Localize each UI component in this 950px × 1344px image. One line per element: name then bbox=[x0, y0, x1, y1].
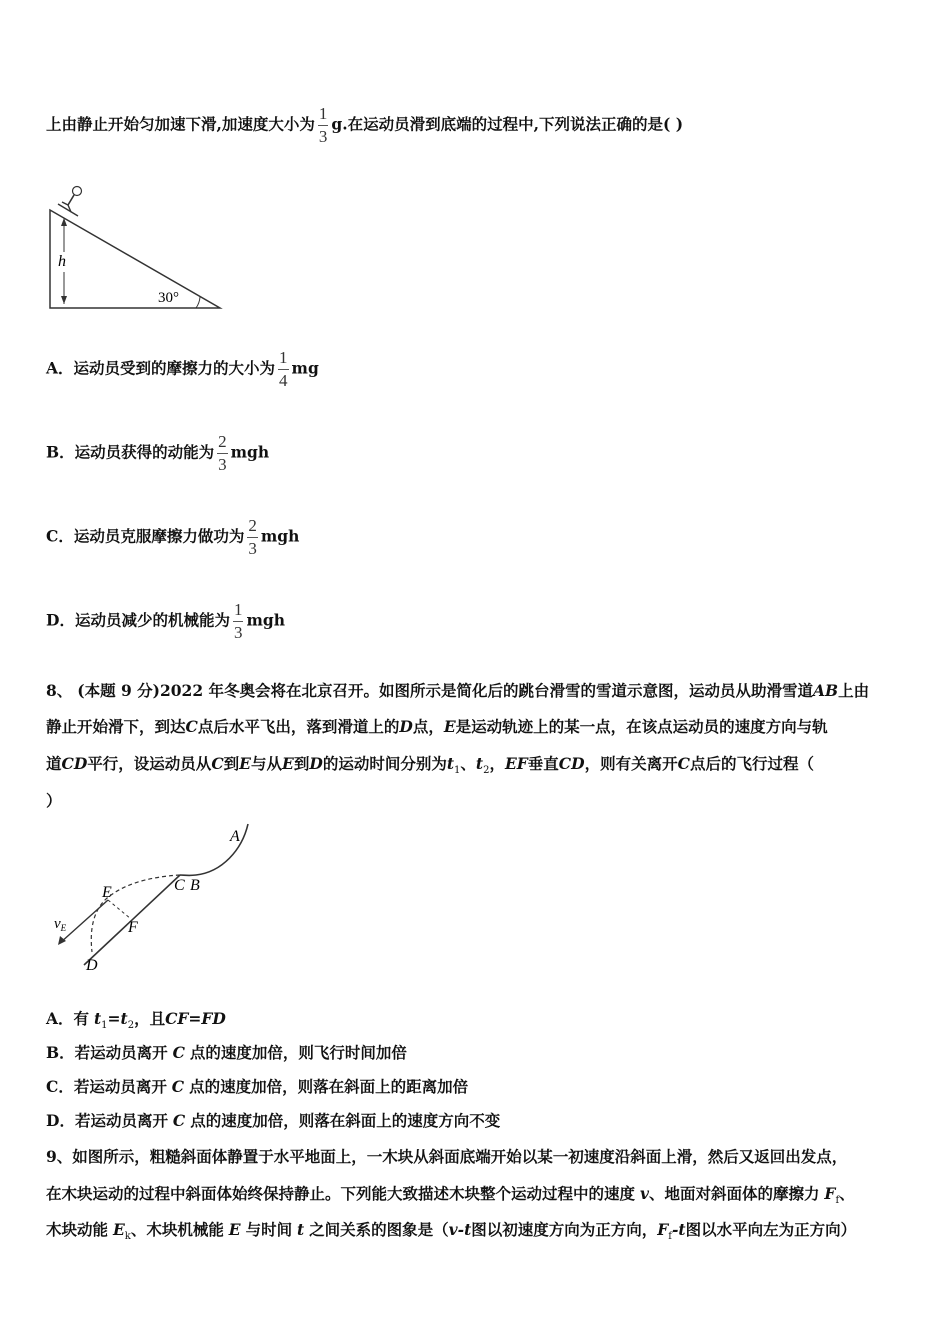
q8-option-a: A．有 $t_1=t_2$，且CF=FD bbox=[46, 1009, 226, 1032]
label-a: A bbox=[230, 828, 240, 845]
incline-triangle bbox=[50, 210, 220, 308]
skier-icon bbox=[58, 187, 82, 217]
q8-option-c: C．若运动员离开 C 点的速度加倍，则落在斜面上的距离加倍 bbox=[46, 1077, 469, 1096]
label-d: D bbox=[86, 957, 98, 974]
ef-segment bbox=[108, 900, 131, 919]
q8-stem-line-1: 8、 (本题 9 分)2022 年冬奥会将在北京召开。如图所示是简化后的跳台滑雪的雪道示意图，运动员从助滑雪道AB上由 bbox=[46, 681, 870, 700]
q7-option-c: C．运动员克服摩擦力做功为 $\frac{2}{3}$ mgh bbox=[46, 516, 300, 558]
label-b: B bbox=[190, 877, 200, 894]
angle-label: 30° bbox=[158, 290, 179, 306]
label-f: F bbox=[128, 919, 138, 936]
q7-incline-figure bbox=[40, 180, 230, 315]
q7-option-a: A．运动员受到的摩擦力的大小为 $\frac{1}{4}$ mg bbox=[46, 348, 319, 390]
q7-option-d: D．运动员减少的机械能为 $\frac{1}{3}$ mgh bbox=[46, 600, 285, 642]
label-c: C bbox=[174, 877, 185, 894]
q9-stem-line-3: 木块动能 $E_k$、木块机械能 E 与时间 t 之间关系的图象是（v-t图以初速度方向为正方向，$F_f-t$图以水平向左为正方向） bbox=[46, 1220, 857, 1243]
q7-option-b: B．运动员获得的动能为 $\frac{2}{3}$ mgh bbox=[46, 432, 270, 474]
q8-option-b: B．若运动员离开 C 点的速度加倍，则飞行时间加倍 bbox=[46, 1043, 407, 1062]
velocity-arrowhead bbox=[58, 936, 66, 945]
q7-stem bbox=[46, 104, 683, 147]
label-ve: $v_E$ bbox=[54, 916, 67, 933]
q9-stem-line-2: 在木块运动的过程中斜面体始终保持静止。下列能大致描述木块整个运动过程中的速度 v、地面对斜面体的摩擦力 $F_f$、 bbox=[46, 1184, 855, 1207]
label-e: E bbox=[102, 884, 112, 901]
velocity-arrow bbox=[60, 900, 108, 943]
q7-stem-after: g.在运动员滑到底端的过程中,下列说法正确的是( ) bbox=[331, 114, 684, 134]
q8-ski-jump-figure bbox=[46, 820, 261, 978]
q7-stem-before: 上由静止开始匀加速下滑,加速度大小为 bbox=[46, 114, 315, 134]
q9-stem-line-1: 9、如图所示，粗糙斜面体静置于水平地面上，一木块从斜面底端开始以某一初速度沿斜面上滑，然后又返回出发点， bbox=[46, 1147, 848, 1166]
q8-stem-line-2: 静止开始滑下，到达C点后水平飞出，落到滑道上的D点，E是运动轨迹上的某一点，在该点运动员的速度方向与轨 bbox=[46, 717, 828, 736]
q8-stem-line-3: 道CD平行，设运动员从C到E与从E到D的运动时间分别为$t_1$、$t_2$，EF垂直CD，则有关离开C点后的飞行过程（ bbox=[46, 754, 814, 777]
q7-stem-fraction: $\frac{1}{3}$ bbox=[318, 104, 328, 146]
q8-stem-line-4: ） bbox=[46, 791, 62, 810]
height-label: h bbox=[58, 253, 66, 270]
height-arrow-bottom bbox=[61, 296, 67, 304]
q8-option-d: D．若运动员离开 C 点的速度加倍，则落在斜面上的速度方向不变 bbox=[46, 1111, 501, 1130]
angle-arc bbox=[196, 297, 200, 308]
